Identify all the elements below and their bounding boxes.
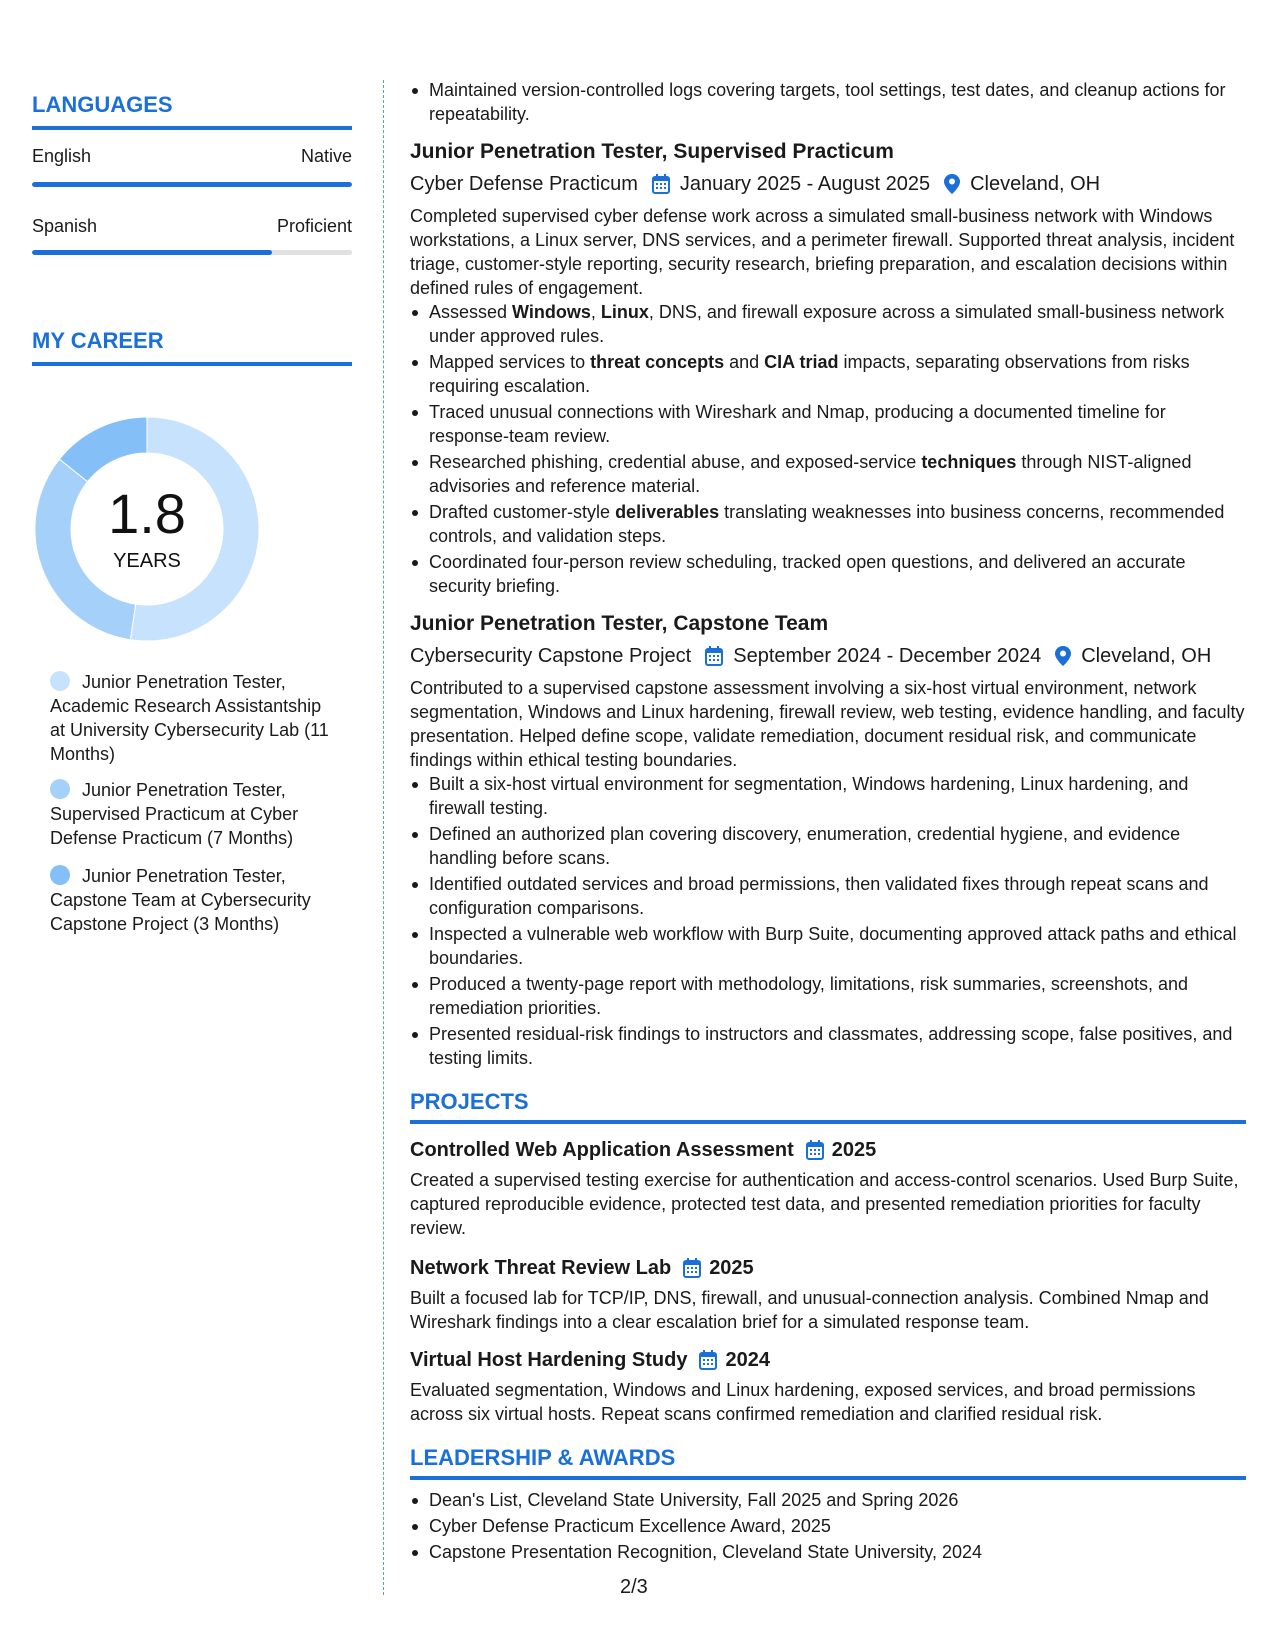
project-description: Built a focused lab for TCP/IP, DNS, firewall, and unusual-connection analysis. Combined Nmap and Wireshark findings into a clear escalation brief for a simulated response team. <box>410 1288 1209 1332</box>
project-year: 2025 <box>831 1139 877 1161</box>
job-meta <box>410 642 1246 670</box>
project-entry <box>410 1254 1246 1334</box>
main-column <box>410 78 1246 1566</box>
job-entry <box>410 138 1246 598</box>
project-title: Virtual Host Hardening Study <box>410 1349 688 1371</box>
projects-heading: PROJECTS <box>410 1088 1246 1124</box>
awards-heading: LEADERSHIP & AWARDS <box>410 1444 1246 1480</box>
job-location: Cleveland, OH <box>970 173 1101 195</box>
career-heading: MY CAREER <box>32 328 352 366</box>
award-item: Dean's List, Cleveland State University, Fall 2025 and Spring 2026 <box>410 1488 1246 1512</box>
location-pin-icon <box>1055 646 1071 666</box>
job-company: Cyber Defense Practicum <box>410 173 638 195</box>
career-legend-label: Junior Penetration Tester, Supervised Practicum at Cyber Defense Practicum (7 Months) <box>50 780 299 848</box>
job-description: Completed supervised cyber defense work across a simulated small-business network with Windows workstations, a Linux server, DNS services, and a perimeter firewall. Supported threat analysis, incident triage, customer-style reporting, security research, briefing preparation, and escalation decisions within defined rules of engagement. <box>410 206 1235 298</box>
job-bullets <box>410 300 1246 598</box>
language-row-spanish <box>32 216 352 237</box>
project-title-row <box>410 1136 1246 1164</box>
career-legend-label: Junior Penetration Tester, Academic Research Assistantship at University Cybersecurity Lab (11 Months) <box>50 672 329 764</box>
career-legend-item <box>50 778 340 850</box>
bullet-item: Drafted customer-style deliverables translating weaknesses into business concerns, recommended controls, and validation steps. <box>410 500 1246 548</box>
column-divider <box>383 80 384 1595</box>
bullet-item: Produced a twenty-page report with methodology, limitations, risk summaries, screenshots, and remediation priorities. <box>410 972 1246 1020</box>
project-entry <box>410 1346 1246 1426</box>
bullet-item: Researched phishing, credential abuse, and exposed-service techniques through NIST-aligned advisories and reference material. <box>410 450 1246 498</box>
job-bullets <box>410 772 1246 1070</box>
bullet-item: Mapped services to threat concepts and CIA triad impacts, separating observations from risks requiring escalation. <box>410 350 1246 398</box>
language-level: Proficient <box>276 216 352 236</box>
job-dates: January 2025 - August 2025 <box>679 173 931 195</box>
project-description: Created a supervised testing exercise for authentication and access-control scenarios. Used Burp Suite, captured reproducible evidence, protected test data, and presented remediation priorities for faculty review. <box>410 1170 1239 1238</box>
bullet-item: Traced unusual connections with Wireshark and Nmap, producing a documented timeline for response-team review. <box>410 400 1246 448</box>
career-legend-item <box>50 670 340 766</box>
location-pin-icon <box>944 174 960 194</box>
project-entry <box>410 1136 1246 1240</box>
language-level: Native <box>300 146 352 166</box>
language-bar-spanish <box>32 250 352 255</box>
bullet-item: Presented residual-risk findings to instructors and classmates, addressing scope, false positives, and testing limits. <box>410 1022 1246 1070</box>
language-name: English <box>32 146 92 166</box>
job-meta <box>410 170 1246 198</box>
project-title-row <box>410 1346 1246 1374</box>
legend-dot <box>50 779 70 799</box>
bullet-item: Maintained version-controlled logs covering targets, tool settings, test dates, and cleanup actions for repeatability. <box>410 78 1246 126</box>
language-bar-fill <box>32 250 272 255</box>
job-description: Contributed to a supervised capstone assessment involving a six-host virtual environment, network segmentation, Windows and Linux hardening, firewall review, web testing, evidence handling, and faculty presentation. Helped define scope, validate remediation, document residual risk, and communicate findings within ethical testing boundaries. <box>410 678 1245 770</box>
job-company: Cybersecurity Capstone Project <box>410 645 692 667</box>
bullet-item: Assessed Windows, Linux, DNS, and firewall exposure across a simulated small-business network under approved rules. <box>410 300 1246 348</box>
project-description: Evaluated segmentation, Windows and Linux hardening, exposed services, and broad permissions across six virtual hosts. Repeat scans confirmed remediation and clarified residual risk. <box>410 1380 1196 1424</box>
job-dates: September 2024 - December 2024 <box>733 645 1042 667</box>
job-title: Junior Penetration Tester, Supervised Practicum <box>410 140 894 163</box>
page-number: 2/3 <box>620 1576 648 1598</box>
bullet-item: Built a six-host virtual environment for segmentation, Windows hardening, Linux hardening, and firewall testing. <box>410 772 1246 820</box>
bullet-item: Inspected a vulnerable web workflow with Burp Suite, documenting approved attack paths and ethical boundaries. <box>410 922 1246 970</box>
calendar-icon <box>699 1350 717 1370</box>
career-total-unit: YEARS <box>113 549 181 572</box>
job-title: Junior Penetration Tester, Capstone Team <box>410 612 829 635</box>
language-bar-fill <box>32 182 352 187</box>
career-legend-item <box>50 864 340 936</box>
language-name: Spanish <box>32 216 98 236</box>
award-item: Capstone Presentation Recognition, Cleveland State University, 2024 <box>410 1540 1246 1564</box>
calendar-icon <box>705 646 723 666</box>
intro-bullets <box>410 78 1246 126</box>
bullet-item: Coordinated four-person review scheduling, tracked open questions, and delivered an accurate security briefing. <box>410 550 1246 598</box>
awards-list <box>410 1488 1246 1564</box>
award-item: Cyber Defense Practicum Excellence Award, 2025 <box>410 1514 1246 1538</box>
career-donut-center <box>34 416 260 642</box>
job-entry <box>410 610 1246 1070</box>
language-bar-english <box>32 182 352 187</box>
calendar-icon <box>652 174 670 194</box>
project-year: 2025 <box>709 1257 754 1279</box>
language-row-english <box>32 146 352 167</box>
bullet-item: Defined an authorized plan covering discovery, enumeration, credential hygiene, and evidence handling before scans. <box>410 822 1246 870</box>
project-title: Controlled Web Application Assessment <box>410 1139 794 1161</box>
job-location: Cleveland, OH <box>1081 645 1212 667</box>
career-legend-label: Junior Penetration Tester, Capstone Team at Cybersecurity Capstone Project (3 Months) <box>50 866 311 934</box>
project-title: Network Threat Review Lab <box>410 1257 672 1279</box>
calendar-icon <box>806 1140 824 1160</box>
legend-dot <box>50 671 70 691</box>
career-total-value: 1.8 <box>108 481 186 545</box>
languages-heading: LANGUAGES <box>32 92 352 130</box>
project-year: 2024 <box>725 1349 770 1371</box>
legend-dot <box>50 865 70 885</box>
calendar-icon <box>683 1258 701 1278</box>
bullet-item: Identified outdated services and broad permissions, then validated fixes through repeat scans and configuration comparisons. <box>410 872 1246 920</box>
project-title-row <box>410 1254 1246 1282</box>
